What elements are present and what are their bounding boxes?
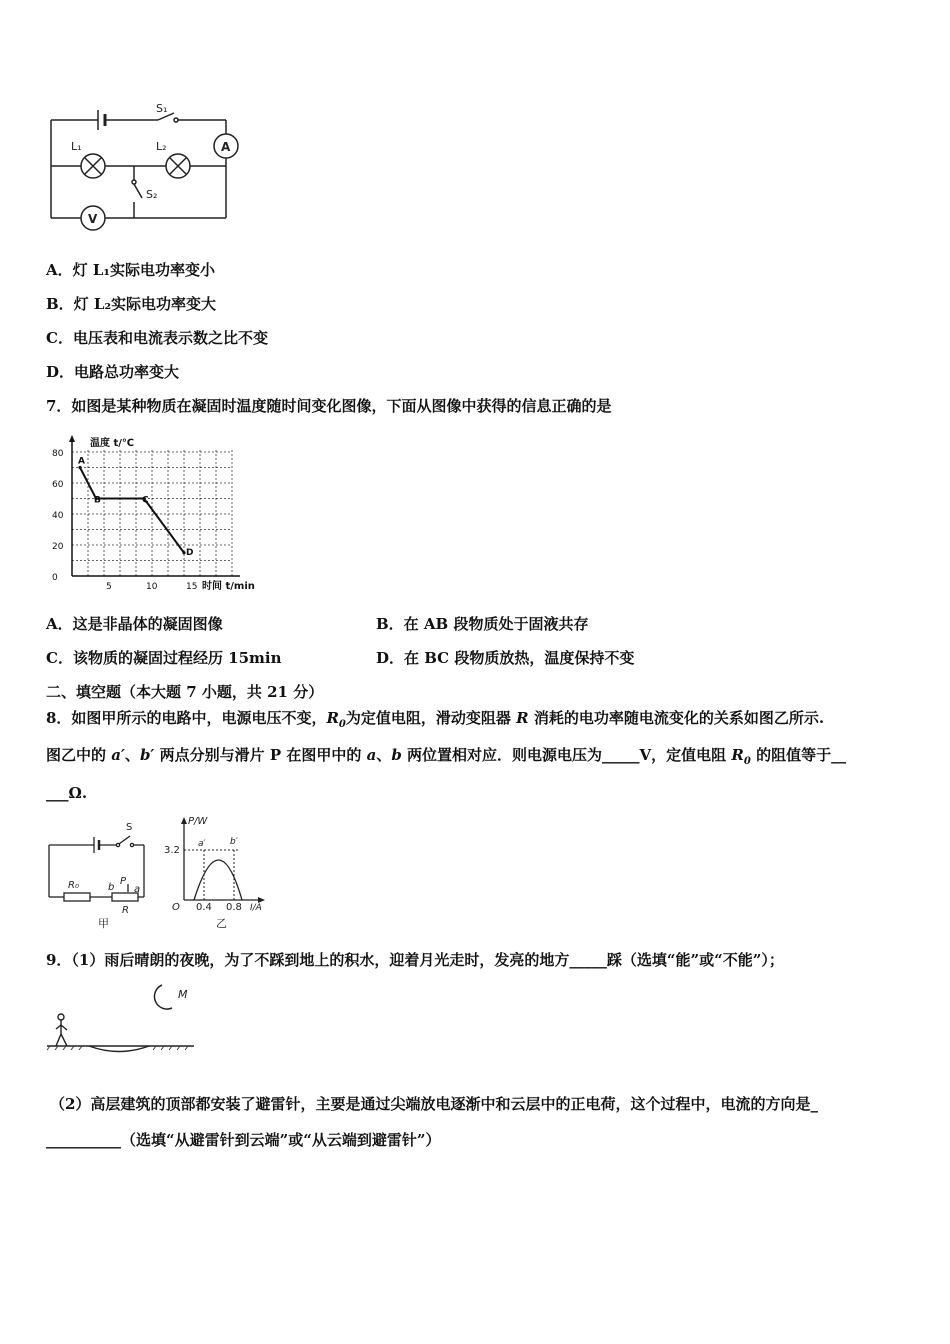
moon-walker-figure	[44, 980, 204, 1055]
b-label: b	[108, 882, 115, 893]
x2-label: 0.8	[226, 902, 242, 913]
q7-option-d: D．在 BC 段物质放热，温度保持不变	[376, 649, 635, 667]
x-tick-label: 15	[186, 582, 198, 592]
ammeter-label: A	[221, 140, 231, 154]
q9-text: 踩（选填“能”或“不能”）；	[606, 951, 784, 969]
r-label: R	[122, 905, 129, 916]
answer-blank-voltage[interactable]: _____	[602, 746, 640, 764]
q7-chart	[44, 424, 255, 594]
s1-label: S₁	[156, 102, 168, 115]
q8-text: 为定值电阻，滑动变阻器	[345, 709, 517, 727]
x-axis-label: 时间 t/min	[202, 581, 255, 592]
y-tick-label: 40	[52, 511, 64, 521]
r-symbol: R	[516, 709, 529, 727]
q8-text: 、	[376, 746, 392, 764]
q8-text: 两点分别与滑片 P 在图甲中的	[154, 746, 367, 764]
q8-line-1	[46, 708, 824, 735]
q7-chart-svg	[44, 424, 255, 594]
b-prime-label: b′	[230, 837, 238, 847]
x-tick-label: 5	[106, 582, 112, 592]
point-label: D	[186, 547, 194, 558]
q8-text: 的阻值等于	[750, 746, 832, 764]
q8-text: 两位置相对应．则电源电压为	[401, 746, 603, 764]
x1-label: 0.4	[196, 902, 212, 913]
y-tick-label: 0	[52, 573, 58, 583]
q9-part1	[46, 950, 784, 970]
section-2-heading: 二、填空题（本大题 7 小题，共 21 分）	[46, 683, 324, 701]
q8-text: 、	[124, 746, 140, 764]
q7-option-c: C．该物质的凝固过程经历 15min	[46, 649, 282, 667]
q9-text: （2）高层建筑的顶部都安装了避雷针，主要是通过尖端放电逐渐中和云层中的正电荷，这个过程中，电流的方向是	[50, 1095, 811, 1113]
l1-label: L₁	[71, 140, 82, 153]
q7-option-a: A．这是非晶体的凝固图像	[46, 615, 223, 633]
p-label: P	[120, 876, 127, 887]
x-axis-label: I/A	[250, 903, 262, 913]
x-tick-label: 10	[146, 582, 158, 592]
q8-text: 消耗的电功率随电流变化的关系如图乙所示.	[528, 709, 825, 727]
a-label: a	[134, 884, 141, 895]
q8-text: Ω.	[68, 784, 88, 802]
q9-part2-line2	[46, 1130, 441, 1150]
jia-label: 甲	[98, 917, 109, 930]
circuit-diagram-q6	[46, 98, 246, 238]
l2-label: L₂	[156, 140, 167, 153]
q7-stem: 7．如图是某种物质在凝固时温度随时间变化图像，下面从图像中获得的信息正确的是	[46, 397, 612, 415]
y-tick-label: 20	[52, 542, 64, 552]
q8-text: 图乙中的	[46, 746, 112, 764]
q7-option-b: B．在 AB 段物质处于固液共存	[376, 615, 589, 633]
q8-line-2	[46, 745, 846, 772]
q6-option-c: C．电压表和电流表示数之比不变	[46, 329, 268, 347]
y-axis-label: 温度 t/℃	[90, 438, 135, 449]
q8-text: V，定值电阻	[639, 746, 732, 764]
q6-option-b: B．灯 L₂实际电功率变大	[46, 295, 217, 313]
s2-label: S₂	[146, 188, 158, 201]
voltmeter-label: V	[88, 212, 98, 226]
yi-label: 乙	[216, 917, 227, 930]
y-axis-label: P/W	[188, 816, 208, 827]
y-tick-label: 80	[52, 449, 64, 459]
a-symbol: a	[366, 746, 377, 764]
y-axis-arrow	[69, 435, 75, 442]
q8-figures	[44, 812, 274, 932]
q8-line-3	[46, 783, 87, 803]
point-label: C	[142, 495, 149, 506]
r0-symbol: $R_0$	[326, 709, 346, 730]
b-prime: b′	[139, 746, 155, 764]
q9-text: （选填“从避雷针到云端”或“从云端到避雷针”）	[121, 1131, 441, 1149]
a-prime-label: a′	[198, 839, 206, 849]
q8-text: 8．如图甲所示的电路中，电源电压不变，	[46, 709, 327, 727]
q6-option-d: D．电路总功率变大	[46, 363, 180, 381]
b-symbol: b	[391, 746, 402, 764]
q9-text: 9．（1）雨后晴朗的夜晚，为了不踩到地上的积水，迎着月光走时，发亮的地方	[46, 951, 570, 969]
point-label: B	[94, 495, 101, 506]
switch-s-label: S	[126, 822, 133, 833]
y-value-label: 3.2	[164, 845, 180, 856]
q6-option-a: A．灯 L₁实际电功率变小	[46, 261, 215, 279]
point-label: A	[78, 456, 85, 467]
answer-blank-q9-2[interactable]: _	[810, 1095, 818, 1113]
answer-blank-q9-2-cont[interactable]: __________	[46, 1131, 121, 1149]
r0-symbol: $R_0$	[731, 746, 751, 767]
q9-part2-line1	[50, 1094, 818, 1114]
r0-label: R₀	[68, 880, 79, 891]
moon-label: M	[178, 988, 188, 1001]
answer-blank-q9-1[interactable]: _____	[569, 951, 607, 969]
y-tick-label: 60	[52, 480, 64, 490]
answer-blank-resistance-cont[interactable]: ___	[46, 784, 69, 802]
origin-label: O	[172, 902, 180, 913]
moon-icon	[154, 985, 172, 1009]
a-prime: a′	[111, 746, 125, 764]
answer-blank-resistance[interactable]: __	[831, 746, 847, 764]
